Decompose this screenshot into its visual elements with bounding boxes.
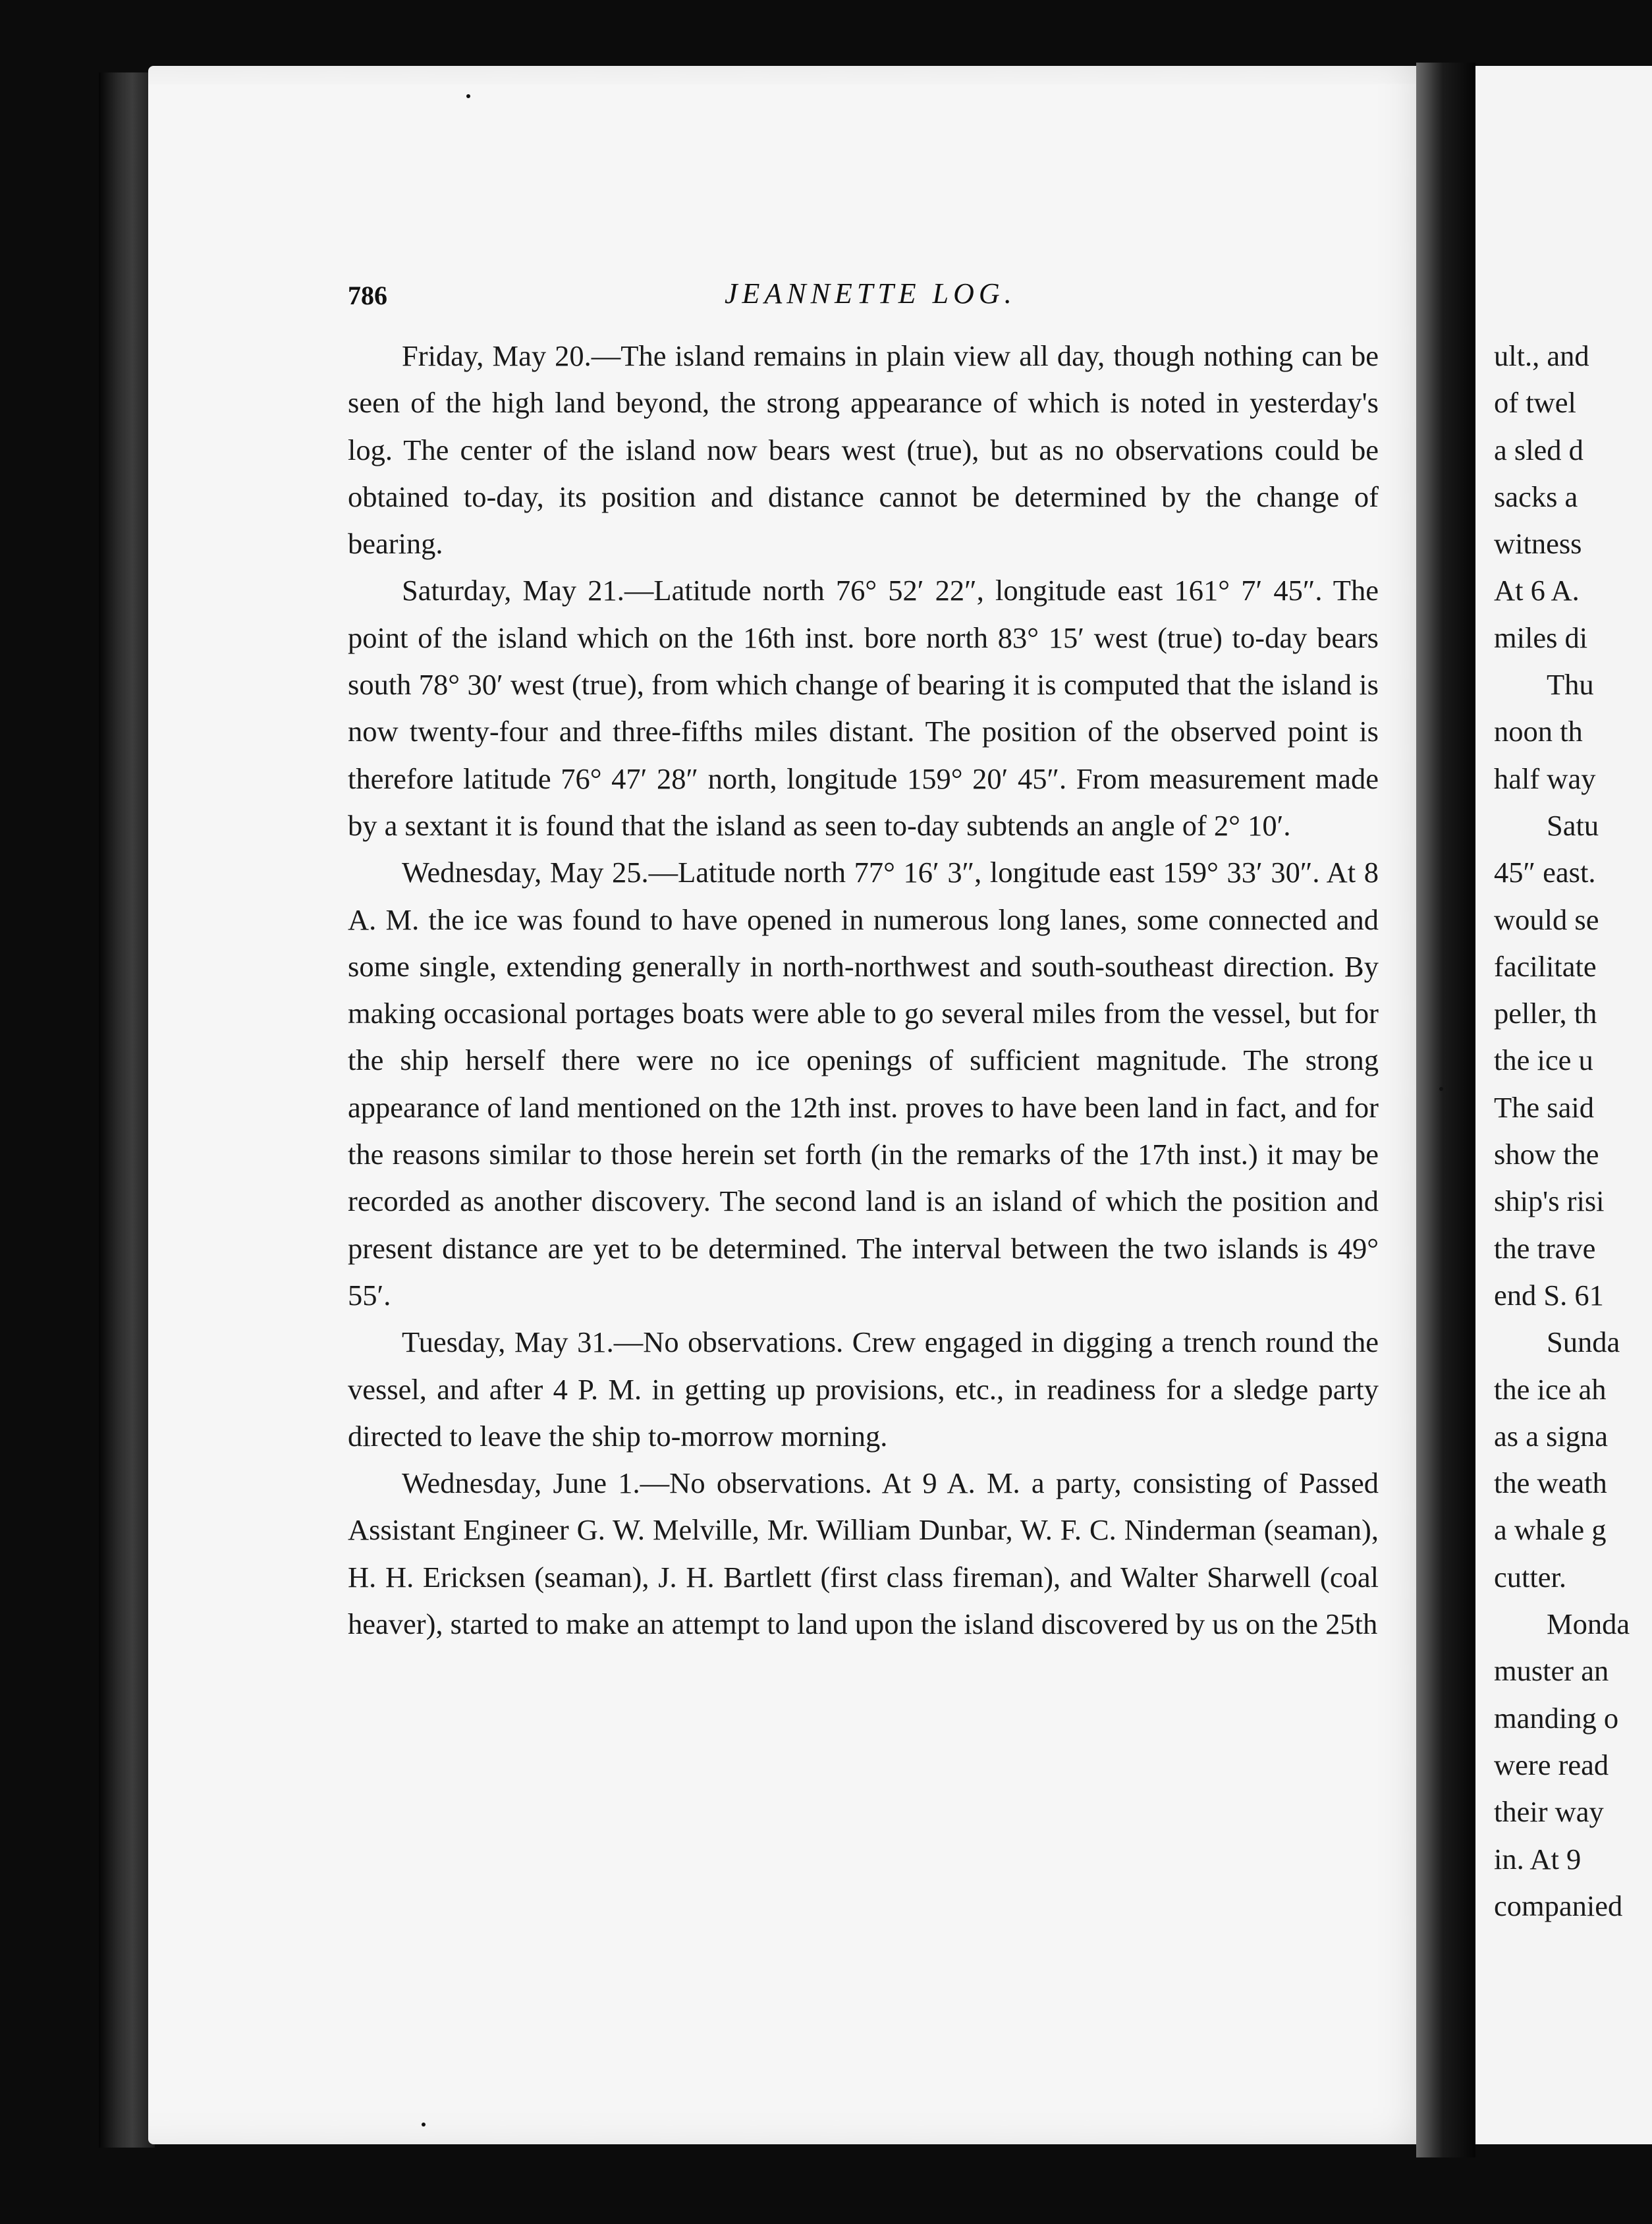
page-body — [348, 333, 1379, 1648]
facing-line: of twel — [1494, 386, 1576, 420]
facing-line: witness — [1494, 527, 1582, 561]
facing-line: manding o — [1494, 1701, 1619, 1735]
scan-speck — [1439, 1087, 1443, 1091]
facing-line: Monda — [1547, 1607, 1630, 1641]
facing-line: the ice ah — [1494, 1372, 1607, 1406]
facing-line: the trave — [1494, 1231, 1596, 1265]
facing-line: were read — [1494, 1748, 1609, 1781]
facing-line: miles di — [1494, 621, 1588, 654]
book-spine-edge — [99, 72, 155, 2148]
facing-line: their way — [1494, 1795, 1604, 1829]
facing-line: show the — [1494, 1138, 1599, 1171]
facing-line: The said — [1494, 1090, 1594, 1124]
page-number: 786 — [348, 281, 387, 310]
scan-speck — [466, 94, 470, 98]
facing-line: cutter. — [1494, 1560, 1566, 1594]
facing-line: noon th — [1494, 715, 1583, 748]
paragraph-may-21: Saturday, May 21.—Latitude north 76° 52′ 22″, longitude east 161° 7′ 45″. The point of the island which on the 16th inst. bore north 83° 15′ west (true) to-day bears south 78° 30′ west (true), from which change of bearing it is computed that the island is now twenty-four and three-fifths miles distant. The position of the observed point is therefore latitude 76° 47′ 28″ north, longitude 159° 20′ 45″. From measurement made by a sextant it is found that the island as seen to-day subtends an angle of 2° 10′. — [348, 574, 1379, 842]
facing-line: ship's risi — [1494, 1184, 1605, 1218]
book-gutter — [1416, 63, 1475, 2157]
facing-line: Sunda — [1547, 1325, 1620, 1359]
facing-line: peller, th — [1494, 997, 1597, 1030]
facing-line: a whale g — [1494, 1513, 1607, 1547]
facing-page-text — [1494, 333, 1652, 1930]
facing-line: Satu — [1547, 808, 1599, 842]
facing-line: end S. 61 — [1494, 1278, 1604, 1312]
facing-line: as a signa — [1494, 1419, 1609, 1453]
scan-speck — [422, 2123, 426, 2127]
paragraph-may-31: Tuesday, May 31.—No observations. Crew engaged in digging a trench round the vessel, and after 4 P. M. in getting up provisions, etc., in readiness for a sledge party directed to leave the ship to-morrow morning. — [348, 1325, 1379, 1453]
paragraph-june-1: Wednesday, June 1.—No observations. At 9 A. M. a party, consisting of Passed Assistant Engineer G. W. Melville, Mr. William Dunbar, W. F. C. Ninderman (seaman), H. H. Ericksen (seaman), J. H. Bartlett (first class fireman), and Walter Sharwell (coal heaver), started to make an attempt to land upon the island discovered by us on the 25th — [348, 1466, 1379, 1641]
facing-line: in. At 9 — [1494, 1842, 1582, 1876]
facing-line: At 6 A. — [1494, 574, 1580, 607]
facing-line: a sled d — [1494, 433, 1583, 466]
facing-line: half way — [1494, 762, 1596, 795]
facing-line: the weath — [1494, 1466, 1607, 1500]
facing-line: companied — [1494, 1889, 1623, 1922]
facing-line: 45″ east. — [1494, 856, 1596, 889]
facing-line: the ice u — [1494, 1043, 1593, 1077]
facing-line: facilitate — [1494, 949, 1597, 983]
facing-line: sacks a — [1494, 480, 1578, 513]
facing-line: Thu — [1547, 668, 1594, 702]
facing-line: ult., and — [1494, 339, 1589, 372]
running-head: JEANNETTE LOG. — [725, 277, 1016, 310]
paragraph-may-20: Friday, May 20.—The island remains in plain view all day, though nothing can be seen of the high land beyond, the strong appearance of which is noted in yesterday's log. The center of the island now bears west (true), but as no observations could be obtained to-day, its position and distance cannot be determined by the change of bearing. — [348, 339, 1379, 561]
paragraph-may-25: Wednesday, May 25.—Latitude north 77° 16′ 3″, longitude east 159° 33′ 30″. At 8 A. M. the ice was found to have opened in numerous long lanes, some connected and some single, extending generally in north-northwest and south-southeast direction. By making occasional portages boats were able to go several miles from the vessel, but for the ship herself there were no ice openings of sufficient magnitude. The strong appearance of land mentioned on the 12th inst. proves to have been land in fact, and for the reasons similar to those herein set forth (in the remarks of the 17th inst.) it may be recorded as another discovery. The second land is an island of which the position and present distance are yet to be determined. The interval between the two islands is 49° 55′. — [348, 856, 1379, 1312]
facing-line: would se — [1494, 903, 1599, 936]
facing-line: muster an — [1494, 1654, 1609, 1688]
